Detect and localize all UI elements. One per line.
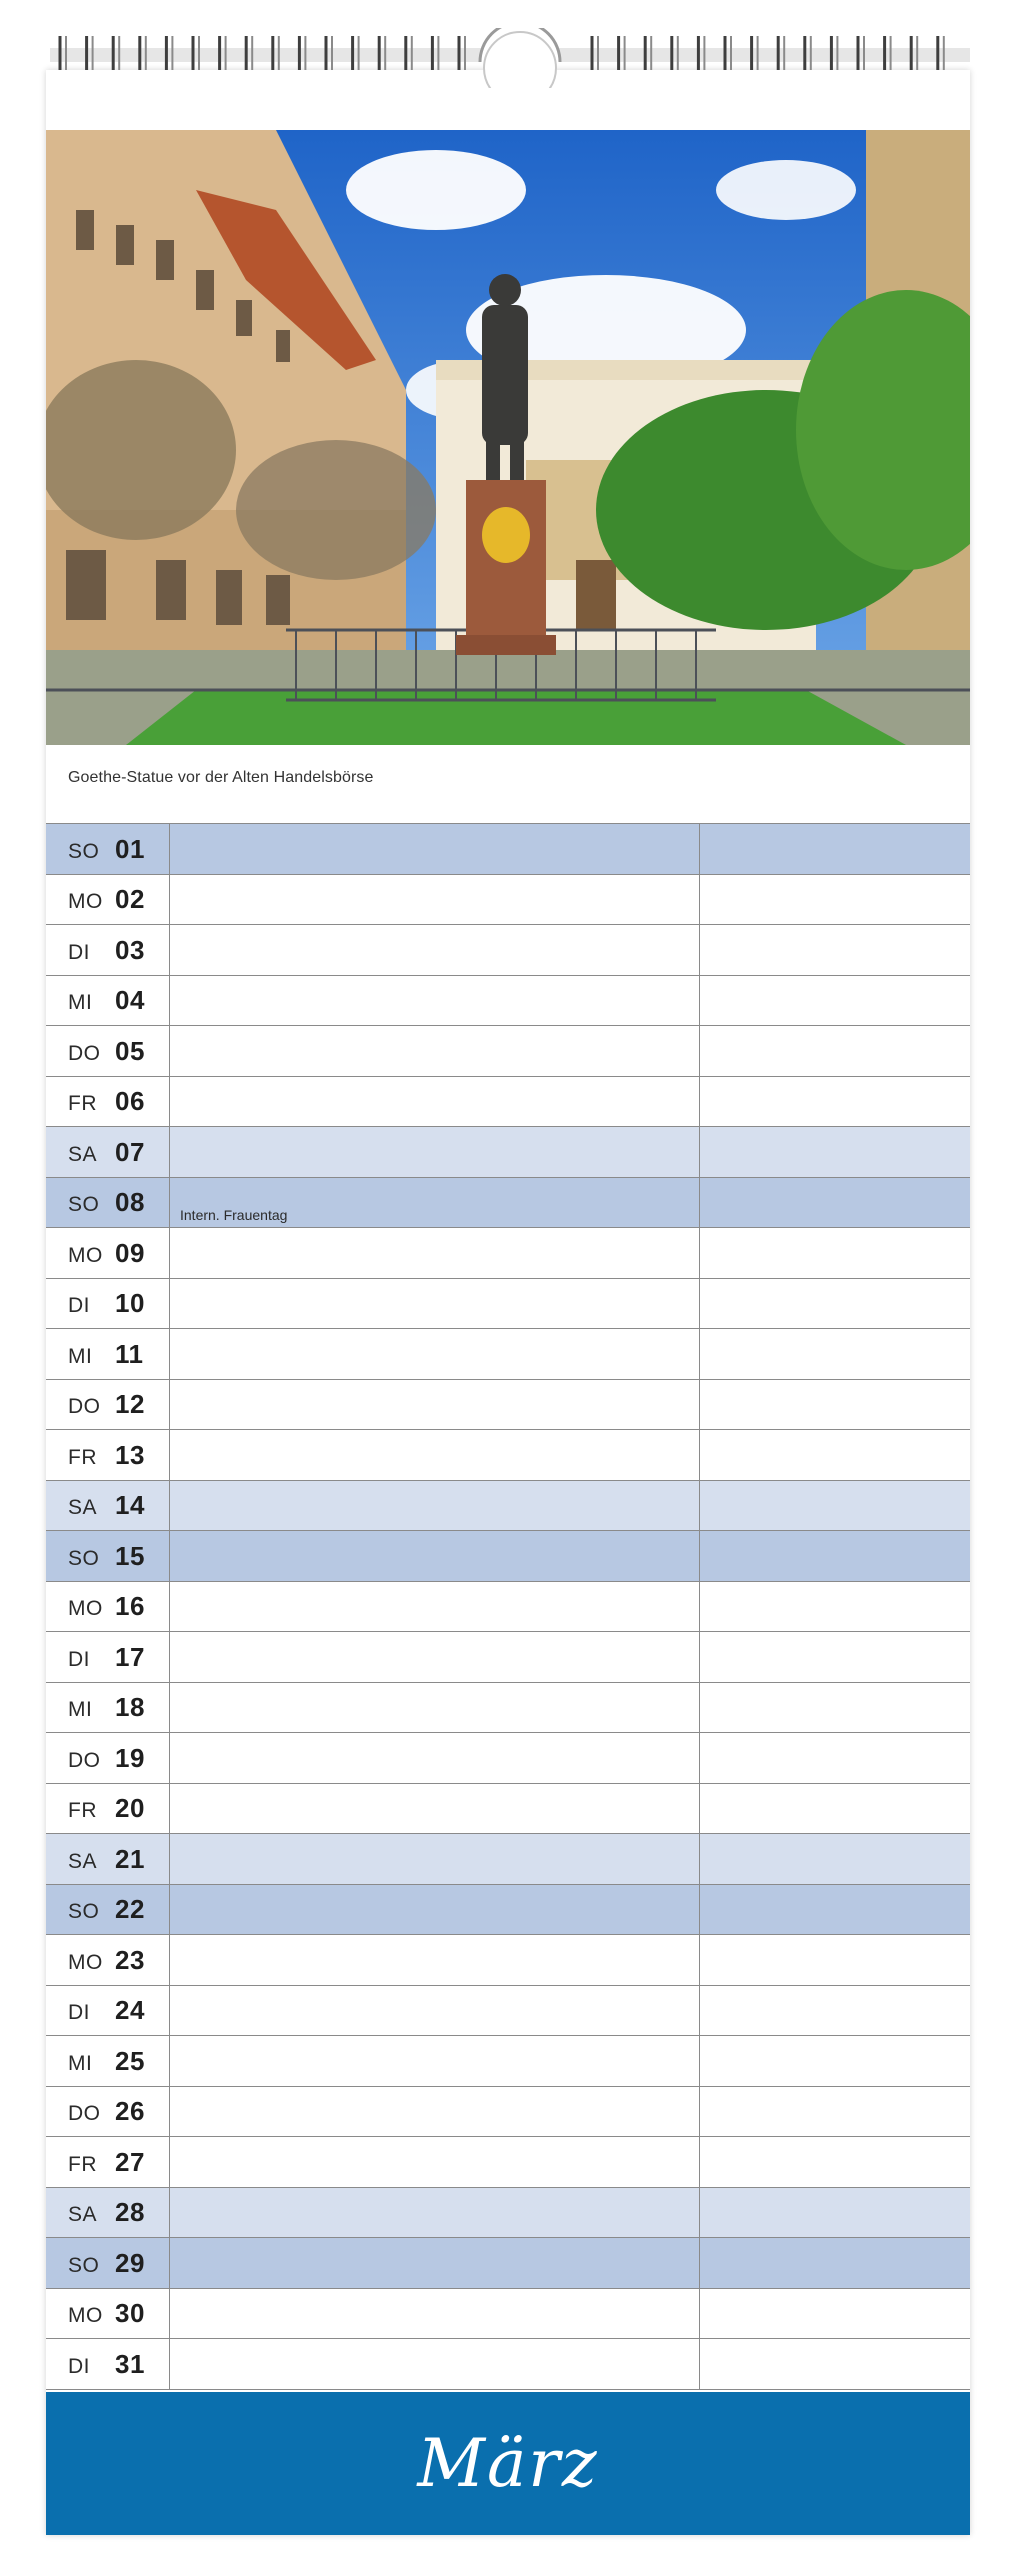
note-cell: [170, 1683, 700, 1733]
weekday-label: SO: [68, 839, 100, 863]
day-label-cell: [46, 1380, 170, 1430]
month-title: März: [417, 2425, 599, 2502]
weekday-label: DO: [68, 1395, 101, 1418]
weekday-label: DI: [68, 2354, 90, 2378]
day-row: [46, 1784, 970, 1835]
extra-notes-cell: [700, 976, 970, 1026]
day-label-cell: [46, 1178, 170, 1228]
day-label-cell: [46, 1228, 170, 1278]
day-row: [46, 976, 970, 1027]
day-row: [46, 1582, 970, 1633]
day-row: [46, 1178, 970, 1229]
day-label-cell: [46, 1733, 170, 1783]
weekday-label: DI: [68, 1647, 90, 1671]
day-row: [46, 1077, 970, 1128]
note-cell: [170, 1127, 700, 1177]
weekday-label: MO: [68, 1950, 103, 1974]
extra-notes-cell: [700, 1127, 970, 1177]
day-label-cell: [46, 2036, 170, 2086]
note-cell: [170, 1077, 700, 1127]
extra-notes-cell: [700, 1632, 970, 1682]
extra-notes-cell: [700, 1178, 970, 1228]
day-label-cell: [46, 1784, 170, 1834]
day-row: [46, 1279, 970, 1330]
day-label-cell: [46, 824, 170, 874]
day-label-cell: [46, 1077, 170, 1127]
note-cell: [170, 1935, 700, 1985]
day-row: [46, 2137, 970, 2188]
day-number: 30: [115, 2298, 145, 2328]
note-cell: [170, 2137, 700, 2187]
day-label-cell: [46, 1430, 170, 1480]
weekday-label: MO: [68, 2304, 103, 2327]
day-label-cell: [46, 2289, 170, 2339]
day-row: [46, 2036, 970, 2087]
day-number: 13: [115, 1439, 145, 1470]
note-cell: [170, 1834, 700, 1884]
extra-notes-cell: [700, 1380, 970, 1430]
weekday-label: DI: [68, 1294, 90, 1317]
weekday-label: DI: [68, 2001, 90, 2024]
note-cell: [170, 1329, 700, 1379]
day-label-cell: [46, 875, 170, 925]
weekday-label: FR: [68, 1445, 97, 1469]
extra-notes-cell: [700, 1430, 970, 1480]
note-cell: [170, 1380, 700, 1430]
note-cell: [170, 1481, 700, 1531]
day-label-cell: [46, 1127, 170, 1177]
day-label-cell: [46, 1632, 170, 1682]
note-cell: [170, 2238, 700, 2288]
day-row: [46, 1380, 970, 1431]
extra-notes-cell: [700, 1329, 970, 1379]
note-cell: [170, 1733, 700, 1783]
note-cell: [170, 1632, 700, 1682]
extra-notes-cell: [700, 2339, 970, 2389]
day-label-cell: [46, 976, 170, 1026]
extra-notes-cell: [700, 1885, 970, 1935]
weekday-label: DO: [68, 1041, 101, 1065]
weekday-label: SO: [68, 1193, 100, 1216]
extra-notes-cell: [700, 824, 970, 874]
day-number: 27: [115, 2146, 145, 2177]
day-label-cell: [46, 1935, 170, 1985]
weekday-label: MI: [68, 991, 93, 1014]
day-number: 25: [115, 2045, 145, 2076]
day-number: 05: [115, 1035, 145, 1066]
note-cell: [170, 925, 700, 975]
weekday-label: FR: [68, 1092, 97, 1115]
day-label-cell: [46, 1986, 170, 2036]
weekday-label: SA: [68, 1849, 98, 1873]
weekday-label: MO: [68, 1597, 103, 1620]
extra-notes-cell: [700, 1935, 970, 1985]
day-number: 08: [115, 1187, 145, 1217]
extra-notes-cell: [700, 1228, 970, 1278]
photo-caption: Goethe-Statue vor der Alten Handelsbörse: [68, 769, 374, 786]
weekday-label: DI: [68, 940, 90, 964]
day-number: 26: [115, 2096, 145, 2126]
day-row: [46, 1885, 970, 1936]
day-row: [46, 1683, 970, 1734]
day-label-cell: [46, 1683, 170, 1733]
day-row: [46, 1531, 970, 1582]
spiral-binding: [50, 28, 970, 88]
holiday-note: Intern. Frauentag: [180, 1207, 288, 1223]
extra-notes-cell: [700, 1279, 970, 1329]
day-row: [46, 824, 970, 875]
day-row: [46, 1026, 970, 1077]
weekday-label: MI: [68, 1344, 93, 1368]
day-label-cell: [46, 2238, 170, 2288]
day-row: [46, 1935, 970, 1986]
day-number: 31: [115, 2348, 145, 2379]
day-number: 28: [115, 2197, 145, 2227]
note-cell: [170, 1885, 700, 1935]
weekday-label: MO: [68, 890, 103, 913]
day-number: 17: [115, 1641, 145, 1672]
extra-notes-cell: [700, 2188, 970, 2238]
note-cell: [170, 1430, 700, 1480]
day-number: 03: [115, 934, 145, 965]
extra-notes-cell: [700, 1784, 970, 1834]
note-cell: [170, 2339, 700, 2389]
day-number: 18: [115, 1692, 145, 1722]
day-label-cell: [46, 1279, 170, 1329]
note-cell: [170, 824, 700, 874]
day-number: 11: [115, 1338, 144, 1369]
note-cell: [170, 976, 700, 1026]
day-number: 15: [115, 1540, 145, 1571]
month-banner: [46, 2392, 970, 2535]
day-number: 22: [115, 1894, 145, 1924]
day-label-cell: [46, 1834, 170, 1884]
weekday-label: DO: [68, 2102, 101, 2125]
day-number: 01: [115, 833, 145, 864]
day-label-cell: [46, 2339, 170, 2389]
extra-notes-cell: [700, 1026, 970, 1076]
extra-notes-cell: [700, 1531, 970, 1581]
day-row: [46, 1430, 970, 1481]
weekday-label: SA: [68, 1496, 98, 1519]
day-row: [46, 2087, 970, 2138]
day-label-cell: [46, 1885, 170, 1935]
note-cell: [170, 1279, 700, 1329]
day-label-cell: [46, 1582, 170, 1632]
extra-notes-cell: [700, 2036, 970, 2086]
note-cell: [170, 875, 700, 925]
day-number: 06: [115, 1086, 145, 1116]
note-cell: [170, 2289, 700, 2339]
day-label-cell: [46, 1531, 170, 1581]
day-number: 02: [115, 884, 145, 914]
day-number: 07: [115, 1136, 145, 1167]
extra-notes-cell: [700, 2238, 970, 2288]
day-number: 16: [115, 1591, 145, 1621]
day-row: [46, 2188, 970, 2239]
weekday-label: SO: [68, 1900, 100, 1923]
day-row: [46, 1733, 970, 1784]
note-cell: [170, 1228, 700, 1278]
weekday-label: SA: [68, 1142, 98, 1166]
day-number: 24: [115, 1995, 145, 2025]
extra-notes-cell: [700, 925, 970, 975]
day-label-cell: [46, 2188, 170, 2238]
day-number: 10: [115, 1288, 145, 1318]
note-cell: [170, 1986, 700, 2036]
weekday-label: SA: [68, 2203, 98, 2226]
extra-notes-cell: [700, 1481, 970, 1531]
day-number: 23: [115, 1944, 145, 1975]
extra-notes-cell: [700, 1683, 970, 1733]
weekday-label: MO: [68, 1243, 103, 1267]
calendar-photo: [46, 130, 970, 745]
day-number: 20: [115, 1793, 145, 1823]
note-cell: [170, 2087, 700, 2137]
weekday-label: MI: [68, 2051, 93, 2075]
day-number: 04: [115, 985, 145, 1015]
day-row: [46, 1127, 970, 1178]
note-cell: [170, 1531, 700, 1581]
day-label-cell: [46, 2087, 170, 2137]
note-cell: [170, 2036, 700, 2086]
day-number: 09: [115, 1237, 145, 1268]
day-row: [46, 2289, 970, 2340]
day-number: 29: [115, 2247, 145, 2278]
day-row: [46, 2238, 970, 2289]
extra-notes-cell: [700, 1077, 970, 1127]
weekday-label: FR: [68, 1799, 97, 1822]
note-cell: [170, 2188, 700, 2238]
weekday-label: DO: [68, 1748, 101, 1772]
day-row: [46, 1329, 970, 1380]
day-label-cell: [46, 1026, 170, 1076]
day-row: [46, 875, 970, 926]
day-number: 19: [115, 1742, 145, 1773]
extra-notes-cell: [700, 2289, 970, 2339]
day-label-cell: [46, 925, 170, 975]
day-row: [46, 1481, 970, 1532]
day-row: [46, 1986, 970, 2037]
day-number: 21: [115, 1843, 145, 1874]
extra-notes-cell: [700, 875, 970, 925]
weekday-label: SO: [68, 2253, 100, 2277]
day-label-cell: [46, 2137, 170, 2187]
day-row: [46, 2339, 970, 2390]
weekday-label: MI: [68, 1698, 93, 1721]
note-cell: [170, 1026, 700, 1076]
day-row: [46, 1834, 970, 1885]
day-row: [46, 1632, 970, 1683]
extra-notes-cell: [700, 1733, 970, 1783]
weekday-label: SO: [68, 1546, 100, 1570]
extra-notes-cell: [700, 2087, 970, 2137]
day-number: 12: [115, 1389, 145, 1419]
calendar-day-grid: [46, 823, 970, 2390]
extra-notes-cell: [700, 2137, 970, 2187]
note-cell: [170, 1582, 700, 1632]
day-label-cell: [46, 1329, 170, 1379]
note-cell: [170, 1178, 700, 1228]
extra-notes-cell: [700, 1582, 970, 1632]
note-cell: [170, 1784, 700, 1834]
day-row: [46, 1228, 970, 1279]
extra-notes-cell: [700, 1834, 970, 1884]
extra-notes-cell: [700, 1986, 970, 2036]
day-label-cell: [46, 1481, 170, 1531]
day-row: [46, 925, 970, 976]
day-number: 14: [115, 1490, 145, 1520]
weekday-label: FR: [68, 2152, 97, 2176]
